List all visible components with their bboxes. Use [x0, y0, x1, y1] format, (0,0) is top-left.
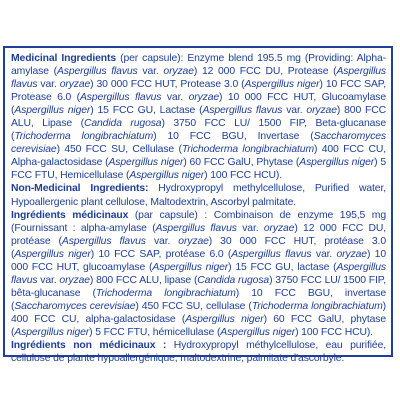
section-body: [11, 210, 386, 338]
species-name: oryzae: [59, 274, 90, 286]
species-name: oryzae: [263, 222, 295, 234]
ingredient-text: ) 450 FCC SU, Cellulase (: [56, 144, 182, 156]
ingredient-text: ) 30 000 FCC HUT, Protease 3.0 (: [90, 79, 245, 91]
section-medicinal-en: [11, 52, 386, 182]
section-heading: Medicinal Ingredients: [11, 53, 117, 64]
ingredient-text: ) 60 FCC GalU, Phytase (: [183, 157, 300, 169]
ingredient-text: ) 12 000 FCC DU, protéase (: [11, 222, 386, 247]
section-non-medicinal-fr: [11, 339, 386, 365]
section-heading: Ingrédients médicinaux: [11, 209, 129, 221]
ingredient-text: ) 10 FCC SAP, protéase 6.0 (: [90, 248, 232, 260]
ingredient-text: var.: [282, 105, 307, 117]
section-heading: Ingrédients non médicinaux :: [11, 340, 167, 352]
ingredient-text: ) 400 FCC CU, Alpha-galactosidase (: [11, 144, 386, 169]
species-name: Saccharomyces cerevisiae: [11, 131, 386, 156]
ingredient-text: Hydroxypropyl méthylcellulose, eau purifiée, cellulose de plante hypoallergénique, maltodextrine, palmitate d'ascorbyle.: [11, 340, 386, 365]
ingredient-text: ) 10 000 FCC HUT, glucoamylase (: [11, 248, 386, 273]
ingredients-label-panel: [3, 46, 393, 365]
species-name: Trichoderma longibrachiatum: [95, 287, 236, 299]
ingredient-text: ) 3750 FCC LU/ 1500 FIP, Beta-glucanase (: [11, 118, 386, 143]
ingredient-text: ) 5 FCC FTU, Hemicellulase (: [11, 157, 386, 182]
ingredient-text: ) 60 FCC GalU, phytase (: [11, 313, 386, 338]
ingredient-text: ) 15 FCC GU, Lactase (: [90, 105, 203, 117]
species-name: Aspergillus flavus: [11, 66, 387, 91]
ingredient-text: ) 30 000 FCC HUT, protéase 3.0 (: [11, 235, 386, 260]
ingredient-text: (per capsule): Enzyme blend 195.5 mg (Providing: Alpha-amylase (: [11, 53, 386, 78]
species-name: oryzae: [306, 105, 337, 117]
species-name: Aspergillus niger: [299, 157, 375, 169]
species-name: oryzae: [178, 235, 209, 247]
species-name: Trichoderma longibrachiatum: [14, 131, 154, 143]
section-body: [11, 53, 386, 181]
species-name: Aspergillus flavus: [155, 222, 237, 234]
species-name: Aspergillus flavus: [11, 261, 386, 286]
ingredient-text: ) 450 FCC SU, cellulase (: [135, 300, 252, 312]
species-name: oryzae: [59, 79, 91, 91]
species-name: oryzae: [188, 92, 220, 104]
ingredient-text: var.: [311, 248, 337, 260]
ingredient-text: ) 400 FCC CU, alpha-galactosidase (: [11, 300, 386, 325]
species-name: Trichoderma longibrachiatum: [251, 300, 383, 312]
species-name: oryzae: [336, 248, 367, 260]
ingredient-text: var.: [37, 79, 60, 91]
ingredient-text: ) 800 FCC ALU, Lipase (: [11, 105, 386, 130]
species-name: Aspergillus niger: [108, 157, 184, 169]
species-name: Candida rugosa: [197, 274, 270, 286]
species-name: Saccharomyces cerevisiae: [14, 300, 136, 312]
species-name: Aspergillus flavus: [56, 66, 138, 78]
species-name: Aspergillus niger: [220, 326, 296, 338]
ingredient-text: ) 12 000 FCC DU, Protease (: [193, 66, 337, 78]
ingredient-text: var.: [137, 66, 164, 78]
ingredient-text: Hydroxypropyl methylcellulose, Purified water, Hypoallergenic plant cellulose, Maltodextrin, Ascorbyl palmitate.: [11, 183, 386, 208]
ingredient-text: var.: [145, 235, 179, 247]
section-medicinal-fr: [11, 209, 386, 339]
species-name: Aspergillus niger: [152, 261, 229, 273]
species-name: Aspergillus niger: [14, 105, 91, 117]
species-name: Aspergillus flavus: [61, 235, 146, 247]
ingredient-text: var.: [37, 274, 60, 286]
species-name: Aspergillus flavus: [231, 248, 312, 260]
ingredient-text: ) 10 FCC BGU, invertase (: [11, 287, 386, 312]
species-name: Aspergillus flavus: [79, 92, 162, 104]
species-name: Aspergillus niger: [185, 313, 264, 325]
ingredient-text: ) 800 FCC ALU, lipase (: [89, 274, 198, 286]
section-non-medicinal-en: [11, 182, 386, 208]
section-heading: Non-Medicinal Ingredients:: [11, 183, 149, 195]
ingredient-text: ) 5 FCC FTU, hémicellulase (: [89, 326, 221, 338]
ingredient-text: ) 10 FCC BGU, Invertase (: [153, 131, 314, 143]
ingredient-text: ) 15 FCC GU, lactase (: [228, 261, 337, 273]
species-name: Candida rugosa: [83, 118, 162, 130]
ingredient-text: ) 100 FCC HCU).: [295, 326, 373, 338]
ingredient-text: var.: [236, 222, 264, 234]
species-name: Aspergillus niger: [244, 79, 320, 91]
ingredient-text: (par capsule) : Combinaison de enzyme 195,5 mg (Fournissant : alpha-amylase (: [11, 209, 386, 234]
ingredient-text: ) 3750 FCC LU/ 1500 FIP, bêta-glucanase (: [11, 274, 386, 299]
species-name: Aspergillus niger: [14, 326, 90, 338]
ingredient-text: ) 100 FCC HCU).: [204, 170, 283, 182]
ingredient-text: ) 10 000 FCC HUT, Glucoamylase (: [11, 92, 386, 117]
species-name: Aspergillus niger: [14, 248, 91, 260]
species-name: Trichoderma longibrachiatum: [181, 144, 314, 156]
ingredient-text: var.: [161, 92, 189, 104]
species-name: oryzae: [163, 66, 194, 78]
ingredient-text: ) 10 FCC SAP, Protease 6.0 (: [11, 79, 386, 104]
species-name: Aspergillus niger: [129, 170, 205, 182]
species-name: Aspergillus flavus: [202, 105, 283, 117]
